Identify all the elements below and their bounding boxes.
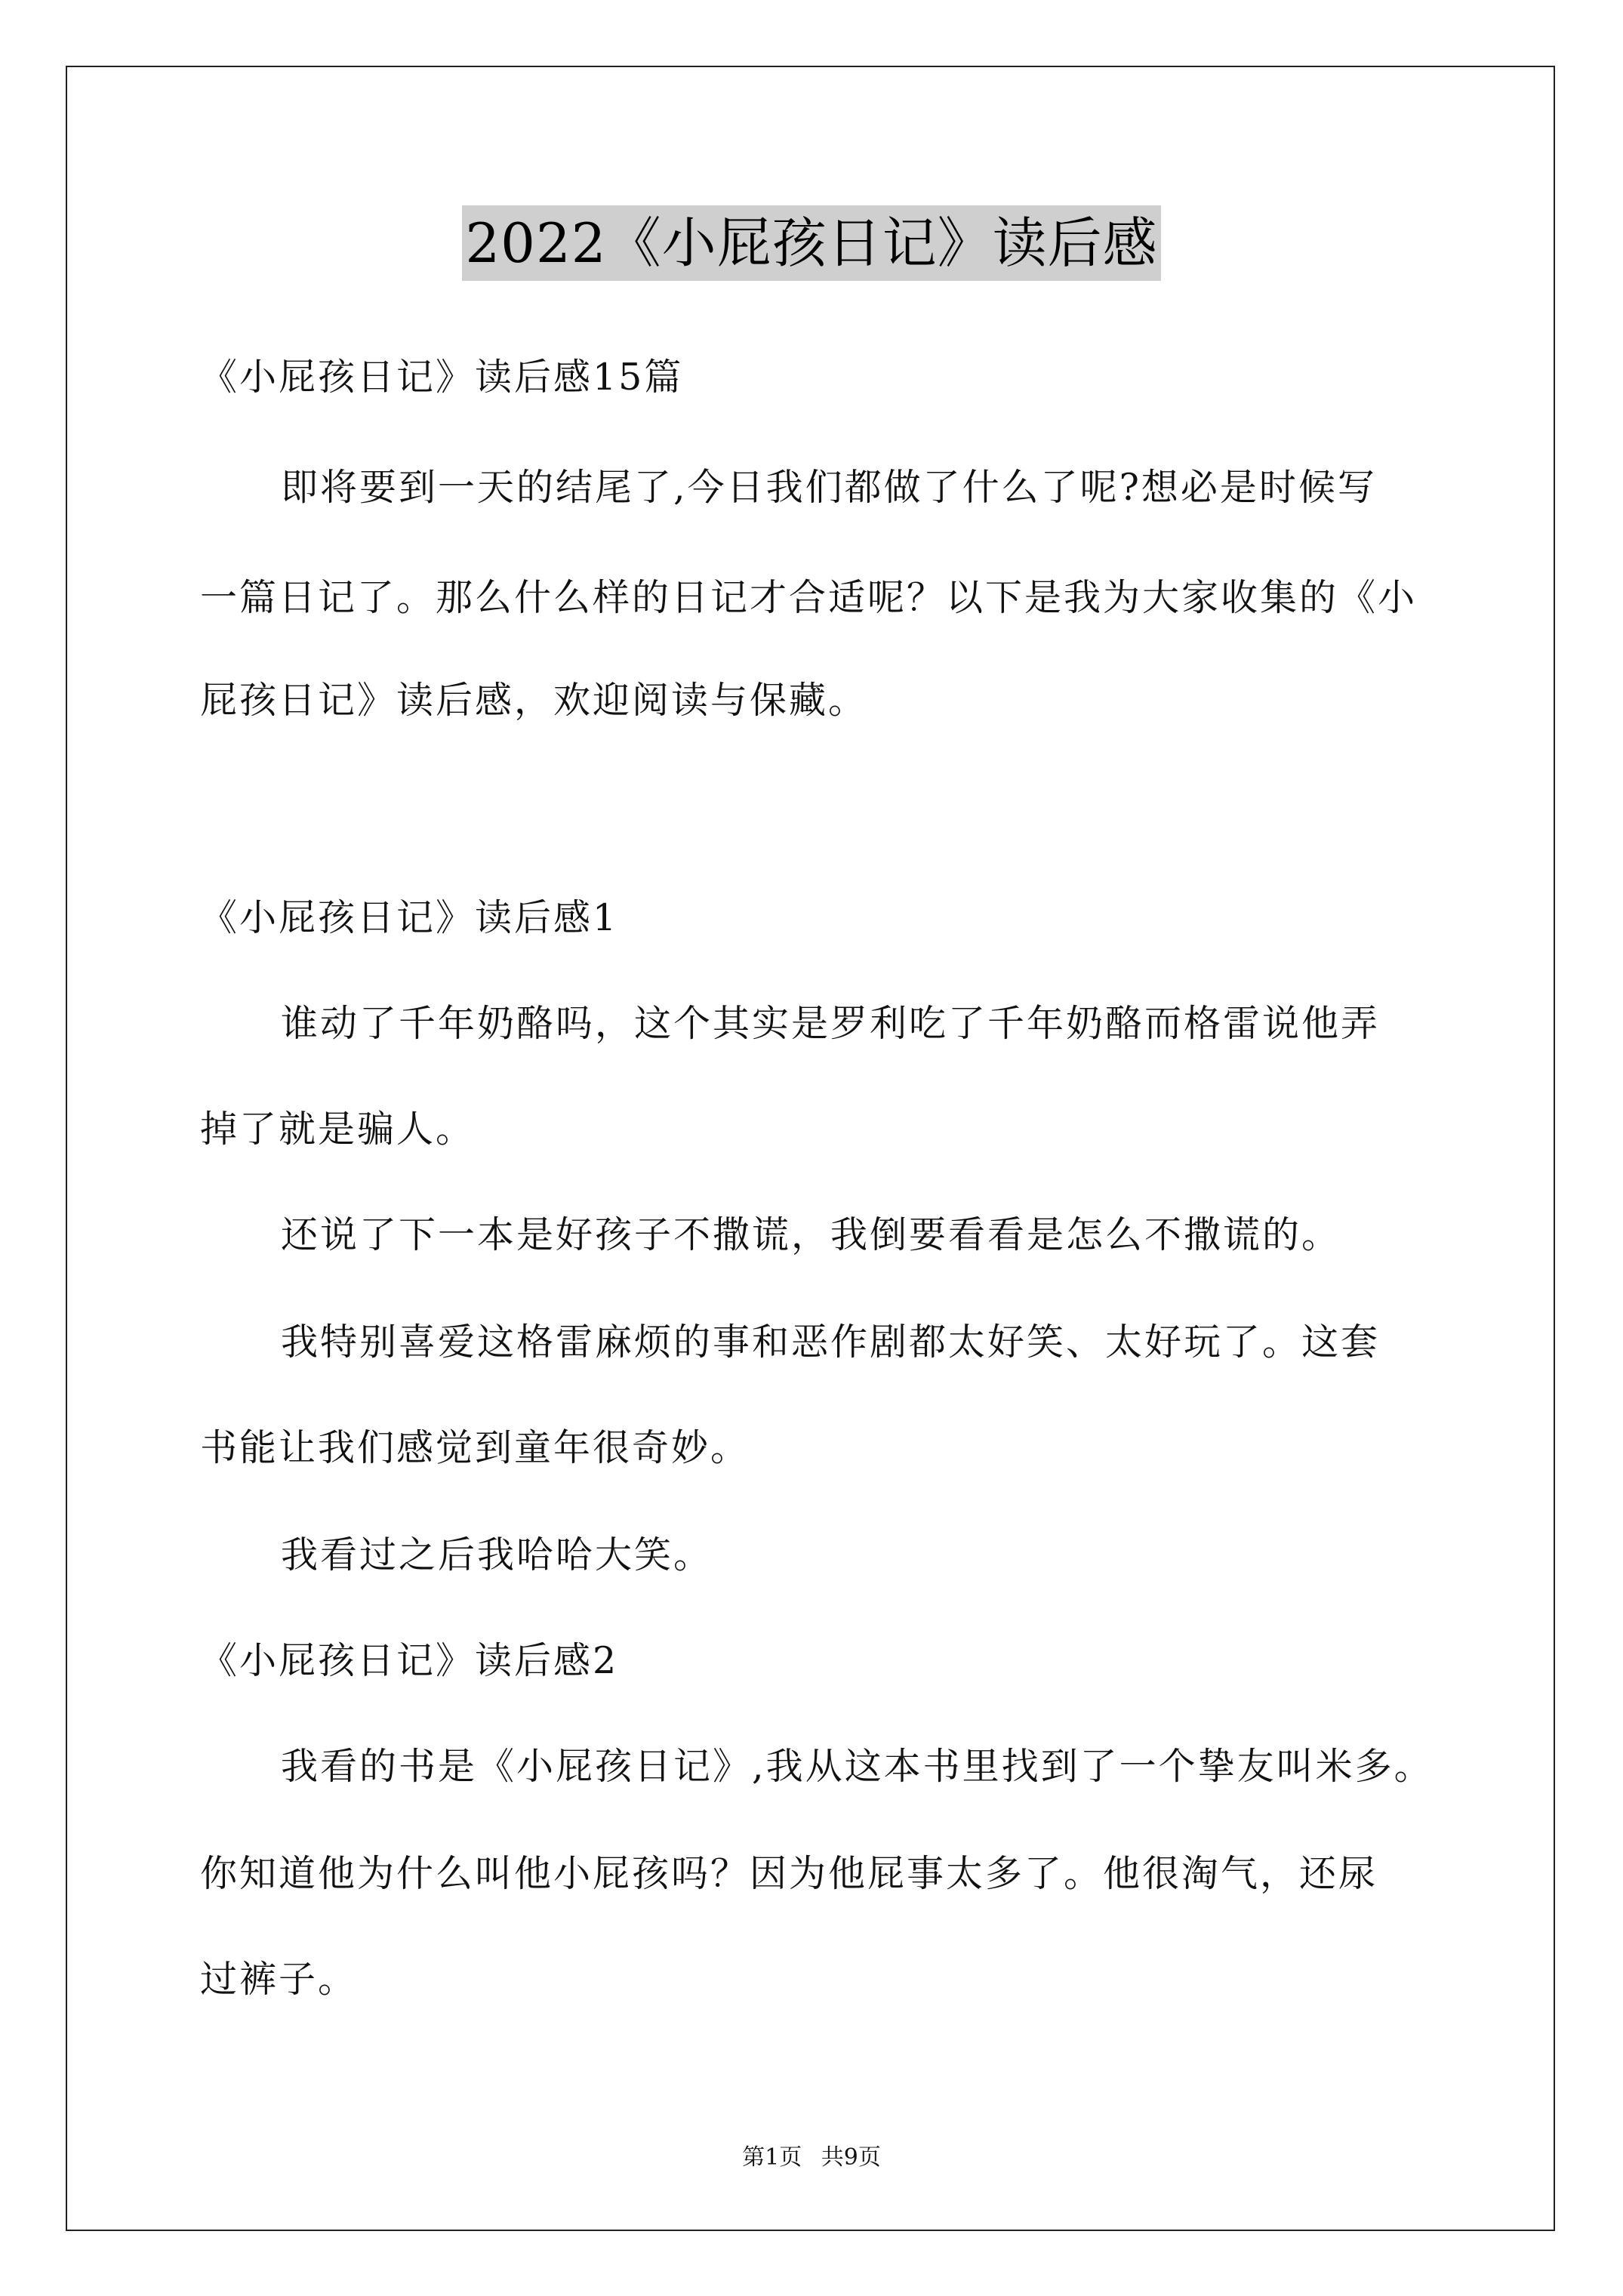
section1-line-5: 书能让我们感觉到童年很奇妙。: [200, 1426, 750, 1469]
intro-line-3: 屁孩日记》读后感，欢迎阅读与保藏。: [200, 679, 868, 722]
page-number-total: 共9页: [821, 2144, 881, 2171]
page-footer: [0, 2143, 1623, 2173]
section1-line-1: 谁动了千年奶酪吗，这个其实是罗利吃了千年奶酪而格雷说他弄: [281, 1002, 1381, 1045]
section1-heading: 《小屁孩日记》读后感1: [200, 896, 619, 939]
section1-line-2: 掉了就是骗人。: [200, 1108, 476, 1151]
page-number-current: 第1页: [742, 2144, 802, 2171]
section2-line-2: 你知道他为什么叫他小屁孩吗？因为他屁事太多了。他很淘气，还尿: [200, 1852, 1378, 1895]
section1-line-6: 我看过之后我哈哈大笑。: [281, 1533, 713, 1576]
title-container: [0, 205, 1623, 281]
intro-line-1: 即将要到一天的结尾了,今日我们都做了什么了呢?想必是时候写: [281, 466, 1377, 509]
document-title: 2022《小屁孩日记》读后感: [462, 205, 1160, 281]
section1-line-3: 还说了下一本是好孩子不撒谎，我倒要看看是怎么不撒谎的。: [281, 1213, 1341, 1256]
section1-line-4: 我特别喜爱这格雷麻烦的事和恶作剧都太好笑、太好玩了。这套: [281, 1321, 1381, 1364]
document-heading: 《小屁孩日记》读后感15篇: [200, 356, 684, 399]
section2-line-1: 我看的书是《小屁孩日记》,我从这本书里找到了一个挚友叫米多。: [281, 1745, 1434, 1788]
section2-heading: 《小屁孩日记》读后感2: [200, 1639, 619, 1682]
section2-line-3: 过裤子。: [200, 1958, 358, 2001]
intro-line-2: 一篇日记了。那么什么样的日记才合适呢？以下是我为大家收集的《小: [200, 576, 1418, 619]
